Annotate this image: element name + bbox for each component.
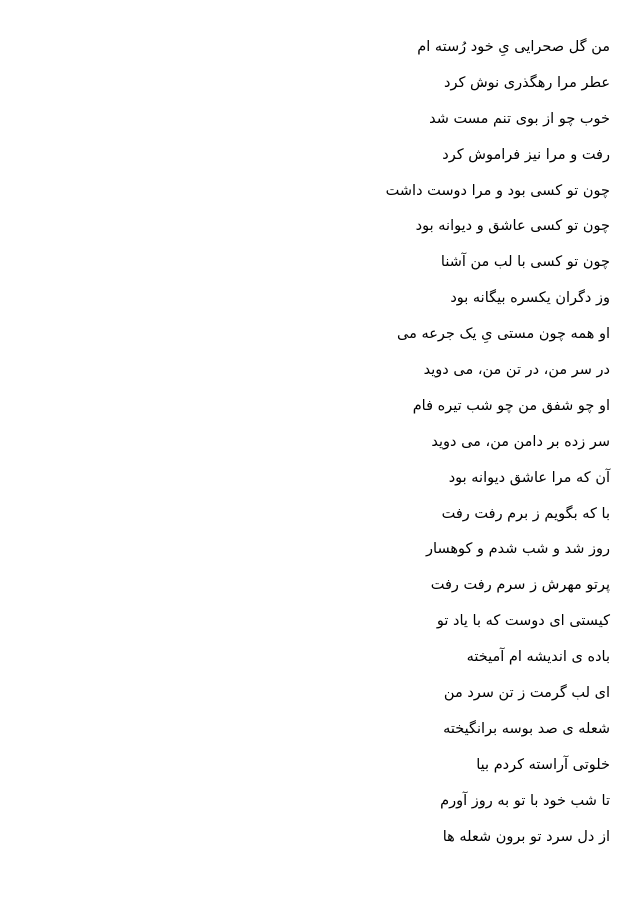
poem-line: رفت و مرا نیز فراموش کرد (442, 146, 610, 163)
poem-line: شعله ی صد بوسه برانگیخته (443, 720, 610, 737)
poem-line: باده ی اندیشه ام آمیخته (466, 649, 610, 666)
poem-line: او چو شفق من چو شب تیره فام (412, 397, 610, 414)
poem-line: چون تو کسی بود و مرا دوست داشت (385, 182, 610, 199)
poem-line: سر زده بر دامن من، می دوید (431, 433, 610, 450)
poem-line: ای لب گرمت ز تن سرد من (443, 685, 610, 702)
poem-line: از دل سرد تو برون شعله ها (442, 828, 610, 845)
poem-line: من گل صحرایی یِ خود رُسته ام (417, 39, 610, 55)
poem-line: کیستی ای دوست که با یاد تو (436, 613, 610, 630)
poem-line: پرتو مهرش ز سرم رفت رفت (430, 577, 610, 594)
poem-line: تا شب خود با تو به روز آورم (440, 792, 610, 809)
poem-line: خوب چو از بوی تنم مست شد (429, 110, 610, 127)
poem-line: آن که مرا عاشق دیوانه بود (448, 469, 610, 486)
poem-line: با که بگویم ز برم رفت رفت (441, 505, 610, 522)
poem-line: وز دگران یکسره بیگانه بود (450, 290, 610, 307)
poem-line: روز شد و شب شدم و کوهسار (426, 541, 610, 558)
poem-line: چون تو کسی با لب من آشنا (440, 254, 610, 271)
poem (20, 30, 610, 855)
poem-line: عطر مرا رهگذری نوش کرد (444, 74, 610, 91)
poem-line: در سر من، در تن من، می دوید (423, 362, 610, 379)
poem-line: چون تو کسی عاشق و دیوانه بود (415, 218, 610, 235)
poem-line: خلوتی آراسته کردم بیا (476, 756, 610, 773)
poem-line: او همه چون مستی یِ یک جرعه می (397, 326, 610, 343)
